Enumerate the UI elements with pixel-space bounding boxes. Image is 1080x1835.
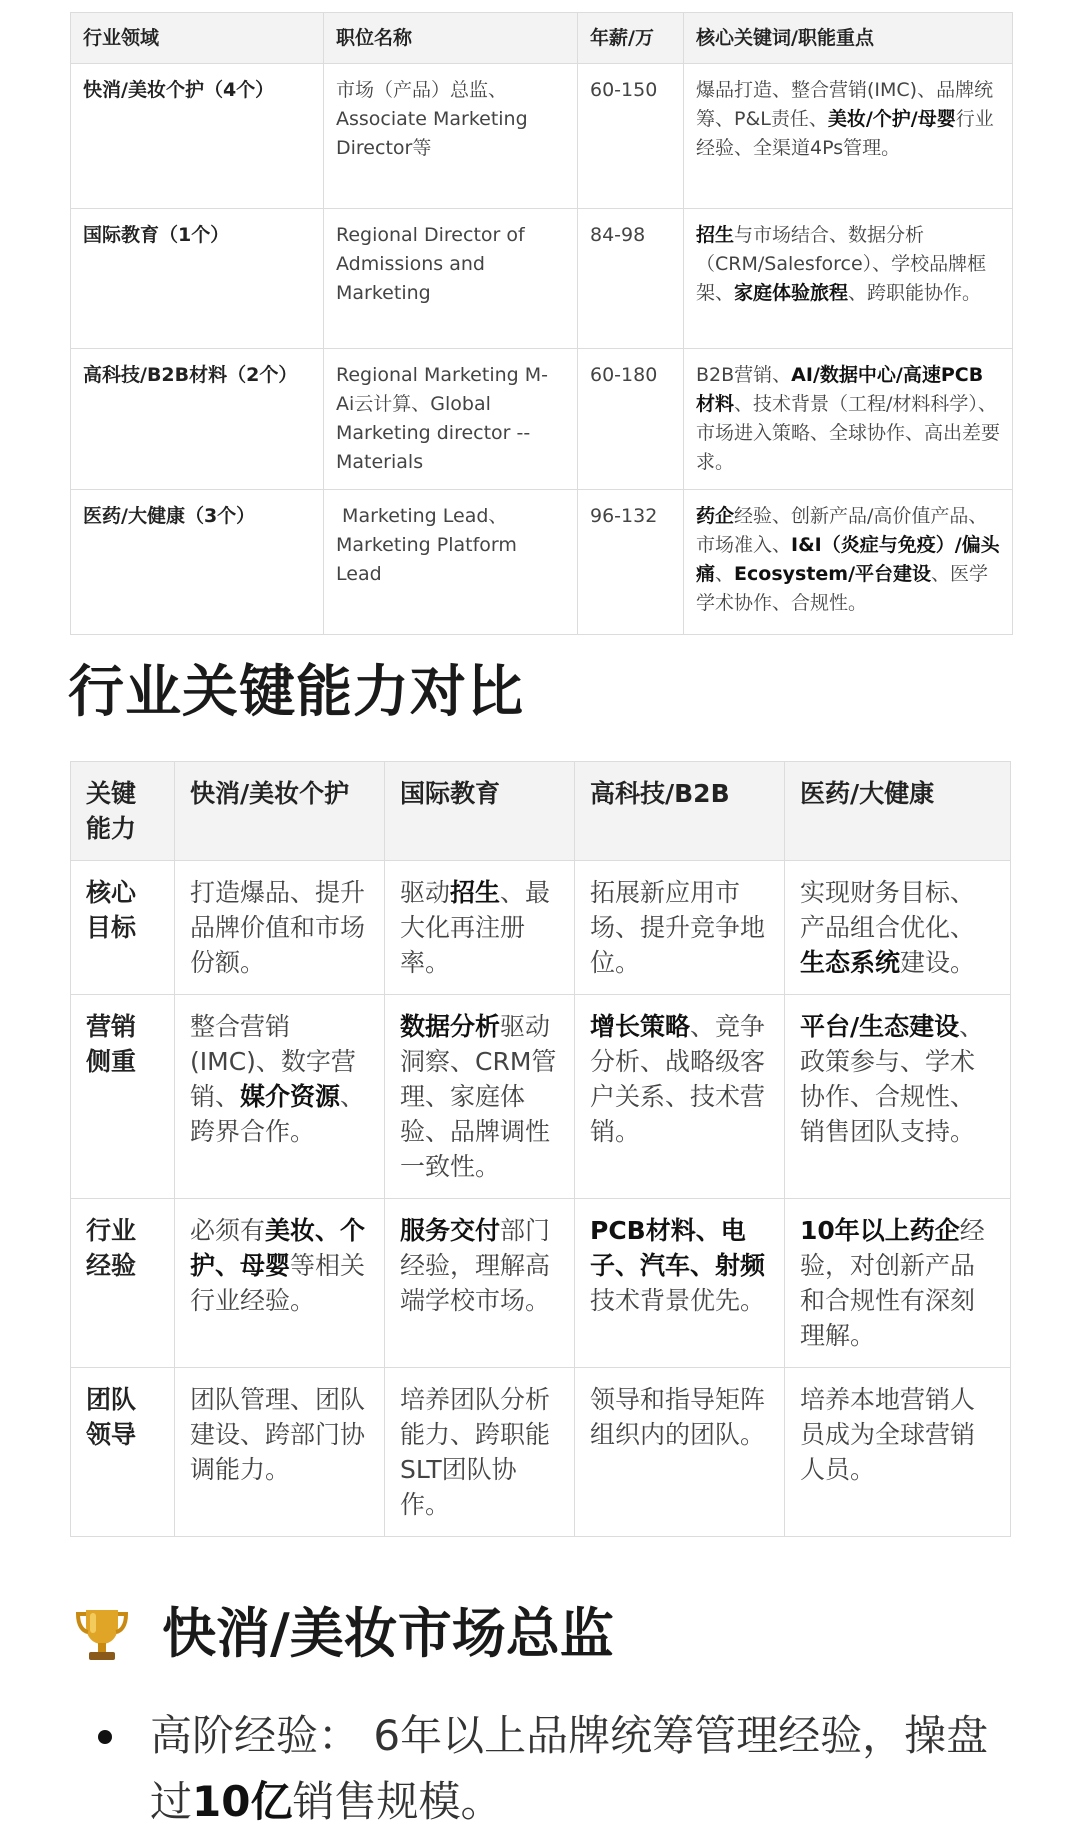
- table-cell: 团队管理、团队建设、跨部门协调能力。: [175, 1368, 385, 1537]
- subsection-title: 快消/美妆市场总监: [162, 1602, 614, 1665]
- position-cell: Marketing Lead、Marketing Platform Lead: [324, 490, 578, 635]
- table-row: [71, 1199, 1011, 1368]
- table-cell: 领导和指导矩阵组织内的团队。: [575, 1368, 785, 1537]
- column-header: 年薪/万: [578, 13, 684, 64]
- salary-cell: 60-150: [578, 64, 684, 209]
- position-cell: 市场（产品）总监、Associate Marketing Director等: [324, 64, 578, 209]
- table-row: [71, 995, 1011, 1199]
- column-header: 快消/美妆个护: [175, 762, 385, 861]
- table-cell: 10年以上药企经验，对创新产品和合规性有深刻理解。: [785, 1199, 1011, 1368]
- table-cell: 打造爆品、提升品牌价值和市场份额。: [175, 861, 385, 995]
- table-cell: 增长策略、竞争分析、战略级客户关系、技术营销。: [575, 995, 785, 1199]
- capability-label: 行业经验: [71, 1199, 175, 1368]
- table-header-row: [71, 762, 1011, 861]
- table-cell: 服务交付部门经验，理解高端学校市场。: [385, 1199, 575, 1368]
- column-header: 国际教育: [385, 762, 575, 861]
- table-cell: PCB材料、电子、汽车、射频技术背景优先。: [575, 1199, 785, 1368]
- salary-cell: 96-132: [578, 490, 684, 635]
- salary-cell: 84-98: [578, 209, 684, 349]
- table-cell: 实现财务目标、产品组合优化、生态系统建设。: [785, 861, 1011, 995]
- industry-cell: 高科技/B2B材料（2个）: [71, 349, 324, 490]
- section-heading: 行业关键能力对比: [68, 660, 524, 725]
- table-cell: 拓展新应用市场、提升竞争地位。: [575, 861, 785, 995]
- table-cell: 整合营销(IMC)、数字营销、媒介资源、跨界合作。: [175, 995, 385, 1199]
- capability-label: 核心目标: [71, 861, 175, 995]
- table-row: [71, 64, 1013, 209]
- keywords-cell: 爆品打造、整合营销(IMC)、品牌统筹、P&L责任、美妆/个护/母婴行业经验、全渠道4Ps管理。: [684, 64, 1013, 209]
- industry-cell: 国际教育（1个）: [71, 209, 324, 349]
- keywords-cell: 药企经验、创新产品/高价值产品、市场准入、I&I（炎症与免疫）/偏头痛、Ecosystem/平台建设、医学学术协作、合规性。: [684, 490, 1013, 635]
- column-header: 医药/大健康: [785, 762, 1011, 861]
- column-header: 核心关键词/职能重点: [684, 13, 1013, 64]
- column-header: 职位名称: [324, 13, 578, 64]
- table-cell: 必须有美妆、个护、母婴等相关行业经验。: [175, 1199, 385, 1368]
- table-cell: 培养团队分析能力、跨职能SLT团队协作。: [385, 1368, 575, 1537]
- column-header: 关键能力: [71, 762, 175, 861]
- table-row: [71, 209, 1013, 349]
- trophy-icon: [74, 1604, 130, 1664]
- industry-cell: 医药/大健康（3个）: [71, 490, 324, 635]
- table-header-row: [71, 13, 1013, 64]
- capability-label: 团队领导: [71, 1368, 175, 1537]
- column-header: 行业领域: [71, 13, 324, 64]
- keywords-cell: 招生与市场结合、数据分析（CRM/Salesforce）、学校品牌框架、家庭体验旅程、跨职能协作。: [684, 209, 1013, 349]
- table-row: [71, 861, 1011, 995]
- table-row: [71, 490, 1013, 635]
- capability-label: 营销侧重: [71, 995, 175, 1199]
- industry-cell: 快消/美妆个护（4个）: [71, 64, 324, 209]
- table-cell: 数据分析驱动洞察、CRM管理、家庭体验、品牌调性一致性。: [385, 995, 575, 1199]
- capability-comparison-table: [70, 761, 1011, 1537]
- table-row: [71, 349, 1013, 490]
- position-cell: Regional Director of Admissions and Marketing: [324, 209, 578, 349]
- table-cell: 培养本地营销人员成为全球营销人员。: [785, 1368, 1011, 1537]
- bullet-text: 高阶经验： 6年以上品牌统筹管理经验，操盘过10亿销售规模。: [150, 1711, 989, 1826]
- table-cell: 平台/生态建设、政策参与、学术协作、合规性、销售团队支持。: [785, 995, 1011, 1199]
- position-cell: Regional Marketing M-Ai云计算、Global Marketing director --Materials: [324, 349, 578, 490]
- table-cell: 驱动招生、最大化再注册率。: [385, 861, 575, 995]
- bullet-dot: [98, 1730, 112, 1744]
- list-item: [88, 1703, 1008, 1835]
- subsection-heading: [74, 1594, 614, 1674]
- keywords-cell: B2B营销、AI/数据中心/高速PCB材料、技术背景（工程/材料科学）、市场进入策略、全球协作、高出差要求。: [684, 349, 1013, 490]
- industry-positions-table: [70, 12, 1013, 635]
- table-row: [71, 1368, 1011, 1537]
- column-header: 高科技/B2B: [575, 762, 785, 861]
- salary-cell: 60-180: [578, 349, 684, 490]
